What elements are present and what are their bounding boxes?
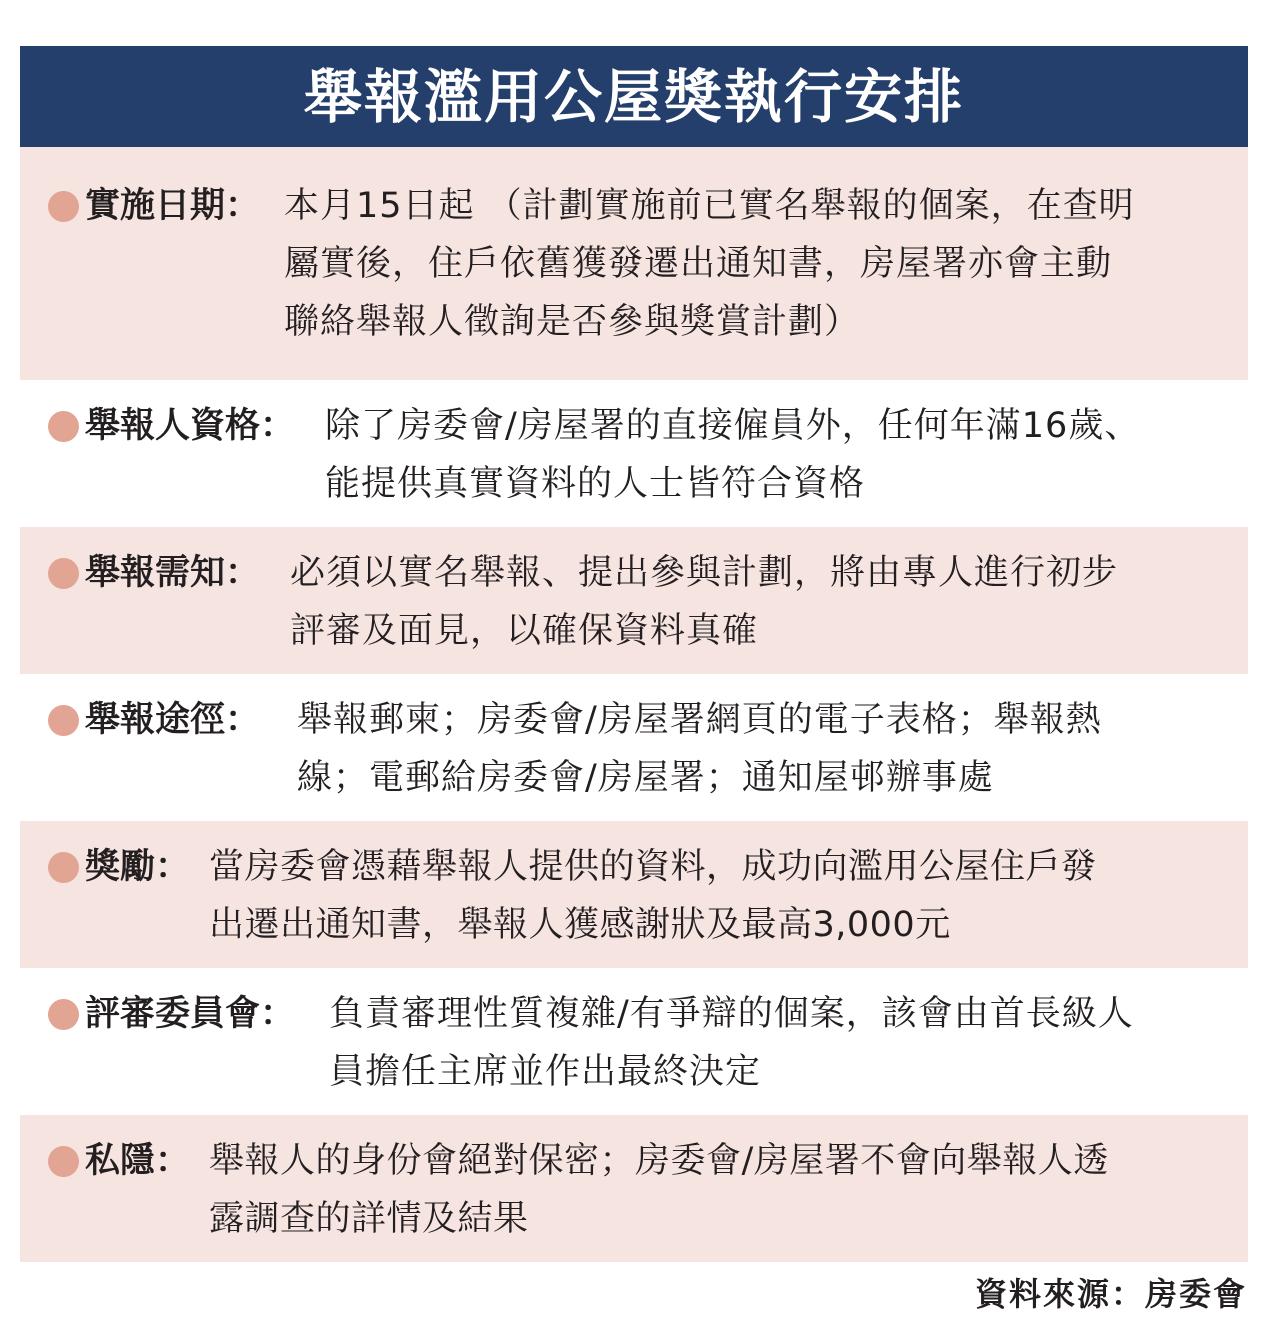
description-line: 出遷出通知書，舉報人獲感謝狀及最高3,000元 xyxy=(209,905,951,945)
description-line: 線；電郵給房委會/房屋署；通知屋邨辦事處 xyxy=(297,758,994,798)
item-description xyxy=(209,1132,1109,1248)
bullet-icon xyxy=(48,999,79,1030)
description-line: 評審及面見，以確保資料真確 xyxy=(290,611,759,651)
description-line: 屬實後，住戶依舊獲發遷出通知書，房屋署亦會主動 xyxy=(284,244,1113,284)
item-label: 舉報途徑： xyxy=(85,700,261,740)
item-description xyxy=(284,177,1135,351)
item-label: 私隱： xyxy=(85,1141,191,1181)
item-reporter-eligibility xyxy=(20,380,1248,527)
item-label: 舉報需知： xyxy=(85,553,261,593)
item-description xyxy=(329,985,1134,1101)
item-label: 獎勵： xyxy=(85,847,191,887)
source-credit: 資料來源：房委會 xyxy=(974,1275,1247,1313)
description-line: 負責審理性質複雜/有爭辯的個案，該會由首長級人 xyxy=(329,994,1134,1034)
item-privacy xyxy=(20,1115,1248,1262)
description-line: 露調查的詳情及結果 xyxy=(209,1199,529,1239)
description-line: 能提供真實資料的人士皆符合資格 xyxy=(325,464,866,504)
item-reward xyxy=(20,821,1248,968)
bullet-icon xyxy=(48,558,79,589)
description-line: 除了房委會/房屋署的直接僱員外，任何年滿16歲、 xyxy=(325,406,1141,446)
description-line: 聯絡舉報人徵詢是否參與獎賞計劃） xyxy=(284,302,861,342)
item-description xyxy=(209,838,1097,954)
item-reporting-channels xyxy=(20,674,1248,821)
description-line: 員擔任主席並作出最終決定 xyxy=(329,1052,762,1092)
item-label: 評審委員會： xyxy=(85,994,296,1034)
item-description xyxy=(297,691,1102,807)
item-description xyxy=(325,397,1140,513)
item-reporting-notes xyxy=(20,527,1248,674)
bullet-icon xyxy=(48,705,79,736)
bullet-icon xyxy=(48,411,79,442)
item-implementation-date xyxy=(20,147,1248,380)
page-title: 舉報濫用公屋獎執行安排 xyxy=(303,62,964,131)
item-description xyxy=(290,544,1118,660)
bullet-icon xyxy=(48,191,79,222)
description-line: 當房委會憑藉舉報人提供的資料，成功向濫用公屋住戶發 xyxy=(209,847,1097,887)
description-line: 舉報郵柬；房委會/房屋署網頁的電子表格；舉報熱 xyxy=(297,700,1102,740)
bullet-icon xyxy=(48,852,79,883)
description-line: 本月15日起 （計劃實施前已實名舉報的個案，在查明 xyxy=(284,186,1135,226)
item-review-committee xyxy=(20,968,1248,1115)
description-line: 舉報人的身份會絕對保密；房委會/房屋署不會向舉報人透 xyxy=(209,1141,1109,1181)
title-banner xyxy=(20,46,1248,147)
bullet-icon xyxy=(48,1146,79,1177)
item-label: 舉報人資格： xyxy=(85,406,296,446)
description-line: 必須以實名舉報、提出參與計劃，將由專人進行初步 xyxy=(290,553,1119,593)
item-label: 實施日期： xyxy=(85,186,261,226)
